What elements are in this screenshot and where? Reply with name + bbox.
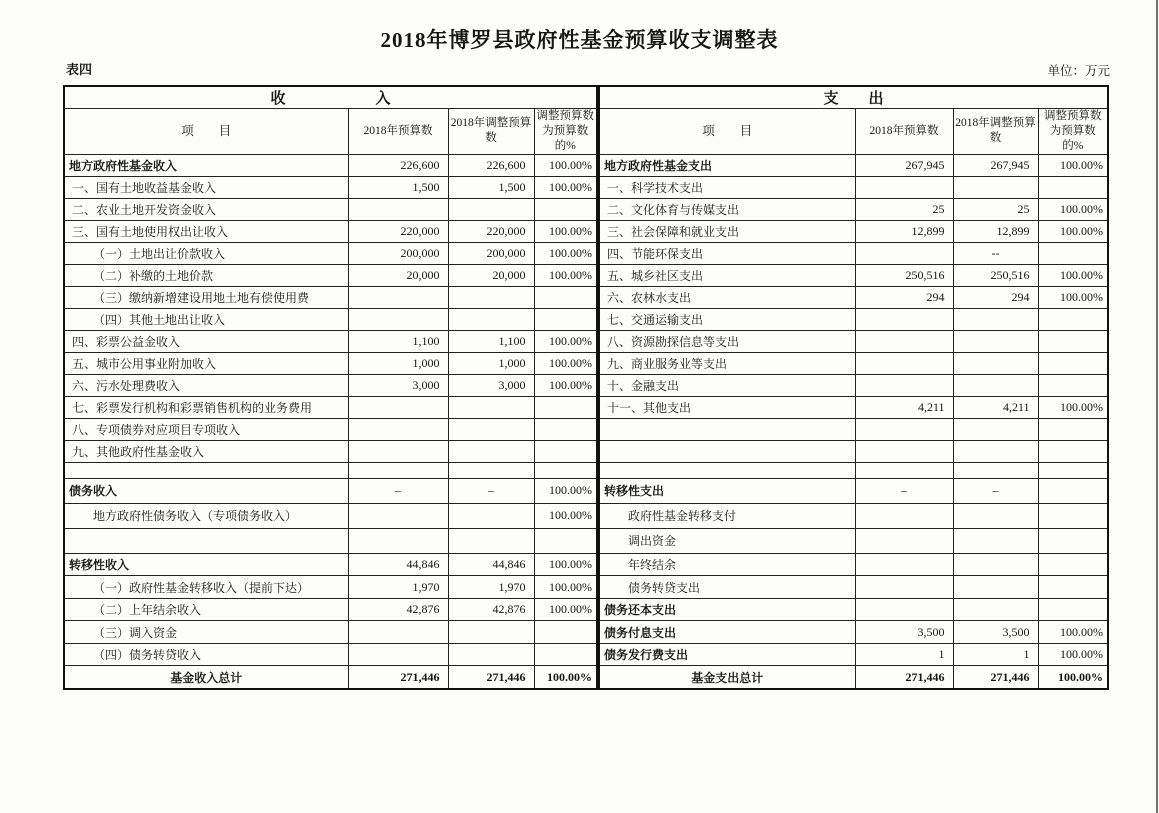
expense-row-label: 一、科学技术支出 [599,176,855,198]
expense-row-budget: 3,500 [855,621,953,644]
expense-row-label: 债务发行费支出 [599,643,855,666]
income-row [64,154,597,176]
income-row [64,242,597,264]
expense-row-budget [855,598,953,621]
income-row-pct: 100.00% [534,264,597,286]
income-row-pct [534,643,597,666]
income-row-budget [348,198,448,220]
income-row-budget [348,308,448,330]
expense-row-budget: 4,211 [855,396,953,418]
income-row [64,198,597,220]
unit-label: 单位：万元 [1047,64,1110,78]
income-row [64,418,597,440]
income-row-budget [348,643,448,666]
expense-row [599,198,1108,220]
expense-row [599,264,1108,286]
income-row-label: 基金收入总计 [64,666,348,689]
expense-row-budget [855,352,953,374]
income-row-label: 六、污水处理费收入 [64,374,348,396]
income-row [64,440,597,462]
expense-row [599,374,1108,396]
income-row-adjusted: 220,000 [448,220,534,242]
income-row-budget: 1,500 [348,176,448,198]
expense-row-label [599,462,855,478]
expense-row-label: 八、资源勘探信息等支出 [599,330,855,352]
expense-row-adjusted: -- [953,242,1038,264]
income-row-pct [534,396,597,418]
expense-row-pct [1038,176,1108,198]
income-row-budget [348,396,448,418]
income-row-budget [348,440,448,462]
income-row-label: 二、农业土地开发资金收入 [64,198,348,220]
income-col-budget: 2018年预算数 [348,109,448,155]
expense-row-budget [855,503,953,528]
expense-row-label: 二、文化体育与传媒支出 [599,198,855,220]
income-row [64,308,597,330]
income-row [64,286,597,308]
income-row-label: （二）补缴的土地价款 [64,264,348,286]
expense-row-adjusted [953,462,1038,478]
expense-row-adjusted [953,576,1038,599]
expense-row-pct [1038,440,1108,462]
expense-row [599,576,1108,599]
expense-row-label: 基金支出总计 [599,666,855,689]
expense-row-pct: 100.00% [1038,621,1108,644]
expense-row-pct [1038,308,1108,330]
income-row-adjusted [448,286,534,308]
expense-row-adjusted [953,553,1038,576]
income-row-budget [348,528,448,553]
income-row-label: （一）土地出让价款收入 [64,242,348,264]
income-row-pct: 100.00% [534,176,597,198]
expense-row-adjusted: 294 [953,286,1038,308]
expense-row-adjusted: 271,446 [953,666,1038,689]
income-row-pct [534,286,597,308]
income-row-pct: 100.00% [534,503,597,528]
expense-column-header-row [599,109,1108,155]
income-row-adjusted: 1,500 [448,176,534,198]
expense-row-adjusted [953,528,1038,553]
income-row-label: 债务收入 [64,478,348,503]
income-row-pct [534,198,597,220]
expense-table [598,85,1109,690]
expense-row [599,621,1108,644]
expense-row-budget: 250,516 [855,264,953,286]
income-row-adjusted [448,440,534,462]
income-row-budget: 42,876 [348,598,448,621]
expense-row-adjusted [953,418,1038,440]
expense-row-adjusted [953,440,1038,462]
expense-row-adjusted: 250,516 [953,264,1038,286]
expense-row-pct: 100.00% [1038,154,1108,176]
income-row-adjusted: 1,100 [448,330,534,352]
income-row-budget [348,418,448,440]
expense-row [599,352,1108,374]
income-row-pct: 100.00% [534,553,597,576]
expense-row-budget [855,242,953,264]
expense-row-budget: 271,446 [855,666,953,689]
income-row-label: 七、彩票发行机构和彩票销售机构的业务费用 [64,396,348,418]
expense-row-pct: 100.00% [1038,198,1108,220]
expense-row [599,242,1108,264]
expense-row-label: 七、交通运输支出 [599,308,855,330]
expense-row-label: 地方政府性基金支出 [599,154,855,176]
expense-row [599,220,1108,242]
income-row [64,220,597,242]
income-row-label: 地方政府性基金收入 [64,154,348,176]
expense-row-pct [1038,462,1108,478]
expense-row-pct [1038,598,1108,621]
expense-row-pct: 100.00% [1038,396,1108,418]
expense-group-header: 支 出 [599,86,1108,109]
expense-row-budget: 294 [855,286,953,308]
income-row-budget: 1,970 [348,576,448,599]
expense-row-pct [1038,242,1108,264]
income-row-pct: 100.00% [534,242,597,264]
income-row-label: 五、城市公用事业附加收入 [64,352,348,374]
income-row-adjusted [448,308,534,330]
income-row-adjusted: 42,876 [448,598,534,621]
expense-row-label: 调出资金 [599,528,855,553]
income-row-label: 地方政府性债务收入（专项债务收入） [64,503,348,528]
expense-row-budget: 25 [855,198,953,220]
expense-row-pct: 100.00% [1038,666,1108,689]
income-row-adjusted [448,528,534,553]
expense-row-pct: 100.00% [1038,286,1108,308]
expense-row-label: 债务转贷支出 [599,576,855,599]
expense-row-adjusted: 267,945 [953,154,1038,176]
expense-row-label [599,440,855,462]
income-row-adjusted: 44,846 [448,553,534,576]
income-row-adjusted: – [448,478,534,503]
income-row-adjusted: 3,000 [448,374,534,396]
income-col-item: 项 目 [64,109,348,155]
expense-row [599,553,1108,576]
expense-row-budget [855,462,953,478]
expense-row [599,396,1108,418]
expense-row-pct [1038,374,1108,396]
expense-row-label: 三、社会保障和就业支出 [599,220,855,242]
income-row-label: 转移性收入 [64,553,348,576]
expense-row-pct [1038,352,1108,374]
expense-row [599,330,1108,352]
expense-row-adjusted [953,352,1038,374]
expense-row-label: 转移性支出 [599,478,855,503]
income-row-budget [348,503,448,528]
income-row [64,621,597,644]
income-row-adjusted [448,198,534,220]
expense-row-pct [1038,553,1108,576]
income-row-adjusted [448,643,534,666]
expense-col-budget: 2018年预算数 [855,109,953,155]
income-col-pct: 调整预算数为预算数的% [534,109,597,155]
expense-row-budget [855,176,953,198]
income-row-budget: – [348,478,448,503]
income-row-pct [534,621,597,644]
income-row-budget: 3,000 [348,374,448,396]
budget-tables [63,85,1109,690]
expense-row-adjusted: 4,211 [953,396,1038,418]
expense-row-adjusted: 1 [953,643,1038,666]
income-row-adjusted: 1,970 [448,576,534,599]
expense-row-budget: 12,899 [855,220,953,242]
table-number-label: 表四 [66,62,93,77]
expense-row-adjusted [953,308,1038,330]
income-table [63,85,598,690]
income-row [64,576,597,599]
income-row [64,666,597,689]
expense-row-label: 政府性基金转移支付 [599,503,855,528]
expense-row-label [599,418,855,440]
expense-row-label: 债务还本支出 [599,598,855,621]
expense-row-pct [1038,330,1108,352]
income-row-budget: 271,446 [348,666,448,689]
income-row-pct: 100.00% [534,154,597,176]
expense-col-item: 项 目 [599,109,855,155]
expense-row [599,598,1108,621]
expense-row [599,286,1108,308]
income-row [64,330,597,352]
income-row [64,396,597,418]
expense-group-header-row [599,86,1108,109]
income-row-label [64,462,348,478]
income-row [64,643,597,666]
income-row [64,478,597,503]
expense-row [599,528,1108,553]
income-row-pct [534,440,597,462]
income-row-pct [534,308,597,330]
expense-row-budget: 267,945 [855,154,953,176]
expense-row-adjusted [953,176,1038,198]
income-row-adjusted [448,418,534,440]
income-row-budget: 220,000 [348,220,448,242]
income-row-label: 三、国有土地使用权出让收入 [64,220,348,242]
expense-row-label: 十一、其他支出 [599,396,855,418]
income-row [64,528,597,553]
income-row-adjusted: 226,600 [448,154,534,176]
expense-row-budget: 1 [855,643,953,666]
income-row-label: 八、专项债券对应项目专项收入 [64,418,348,440]
expense-row-adjusted: – [953,478,1038,503]
expense-row-pct [1038,503,1108,528]
income-row-pct: 100.00% [534,374,597,396]
income-row-pct: 100.00% [534,598,597,621]
expense-row-label: 四、节能环保支出 [599,242,855,264]
income-row-label: 九、其他政府性基金收入 [64,440,348,462]
expense-row [599,176,1108,198]
expense-row [599,643,1108,666]
expense-row-label: 十、金融支出 [599,374,855,396]
income-row-budget: 1,000 [348,352,448,374]
income-row-adjusted: 200,000 [448,242,534,264]
expense-row-budget [855,553,953,576]
income-row-pct: 100.00% [534,576,597,599]
expense-row [599,440,1108,462]
expense-row [599,666,1108,689]
expense-row-label: 九、商业服务业等支出 [599,352,855,374]
income-row-label: （三）缴纳新增建设用地土地有偿使用费 [64,286,348,308]
expense-row-budget [855,308,953,330]
page-scan-edge [1156,0,1158,813]
expense-row-budget [855,374,953,396]
income-row-adjusted [448,503,534,528]
income-row-adjusted [448,396,534,418]
expense-row-adjusted: 3,500 [953,621,1038,644]
income-row [64,374,597,396]
expense-row-budget [855,330,953,352]
expense-row-pct: 100.00% [1038,643,1108,666]
expense-row-adjusted [953,374,1038,396]
income-column-header-row [64,109,597,155]
income-row [64,598,597,621]
expense-row [599,308,1108,330]
expense-row-budget [855,418,953,440]
income-row-pct [534,462,597,478]
income-group-header-row [64,86,597,109]
expense-row-adjusted: 25 [953,198,1038,220]
income-row-adjusted: 20,000 [448,264,534,286]
expense-row-adjusted: 12,899 [953,220,1038,242]
expense-row [599,418,1108,440]
income-row-budget: 1,100 [348,330,448,352]
expense-row-pct [1038,576,1108,599]
expense-row-adjusted [953,330,1038,352]
expense-row-pct [1038,528,1108,553]
income-row-pct: 100.00% [534,330,597,352]
expense-col-adjusted: 2018年调整预算数 [953,109,1038,155]
income-row-label: （一）政府性基金转移收入（提前下达） [64,576,348,599]
expense-row-pct [1038,418,1108,440]
expense-col-pct: 调整预算数为预算数的% [1038,109,1108,155]
expense-row-budget: – [855,478,953,503]
expense-row [599,503,1108,528]
income-row-label: （四）其他土地出让收入 [64,308,348,330]
expense-row-label: 五、城乡社区支出 [599,264,855,286]
income-row-label: 四、彩票公益金收入 [64,330,348,352]
income-row-pct [534,418,597,440]
expense-row-label: 债务付息支出 [599,621,855,644]
income-row-budget: 44,846 [348,553,448,576]
expense-row-budget [855,528,953,553]
expense-row-pct: 100.00% [1038,264,1108,286]
income-row [64,462,597,478]
expense-row-label: 六、农林水支出 [599,286,855,308]
income-col-adjusted: 2018年调整预算数 [448,109,534,155]
expense-row-budget [855,576,953,599]
expense-row-label: 年终结余 [599,553,855,576]
income-row-pct: 100.00% [534,352,597,374]
expense-row-budget [855,440,953,462]
income-row-pct: 100.00% [534,220,597,242]
income-row-budget [348,621,448,644]
income-row-label: （三）调入资金 [64,621,348,644]
income-row-pct [534,528,597,553]
expense-row-adjusted [953,598,1038,621]
expense-row-adjusted [953,503,1038,528]
expense-row-pct [1038,478,1108,503]
income-row-budget: 20,000 [348,264,448,286]
income-row-budget [348,286,448,308]
income-row-label: （四）债务转贷收入 [64,643,348,666]
income-group-header: 收 入 [64,86,597,109]
income-row-adjusted: 271,446 [448,666,534,689]
income-row-pct: 100.00% [534,478,597,503]
income-row-budget: 226,600 [348,154,448,176]
income-row-adjusted [448,621,534,644]
expense-row [599,154,1108,176]
income-row-label [64,528,348,553]
income-row [64,176,597,198]
expense-row [599,478,1108,503]
income-row [64,264,597,286]
income-row [64,553,597,576]
income-row-pct: 100.00% [534,666,597,689]
expense-row-pct: 100.00% [1038,220,1108,242]
income-row-adjusted: 1,000 [448,352,534,374]
income-row [64,503,597,528]
income-row-budget: 200,000 [348,242,448,264]
income-row-label: 一、国有土地收益基金收入 [64,176,348,198]
income-row [64,352,597,374]
income-row-budget [348,462,448,478]
page-title: 2018年博罗县政府性基金预算收支调整表 [380,28,779,52]
income-row-label: （二）上年结余收入 [64,598,348,621]
income-row-adjusted [448,462,534,478]
expense-row [599,462,1108,478]
